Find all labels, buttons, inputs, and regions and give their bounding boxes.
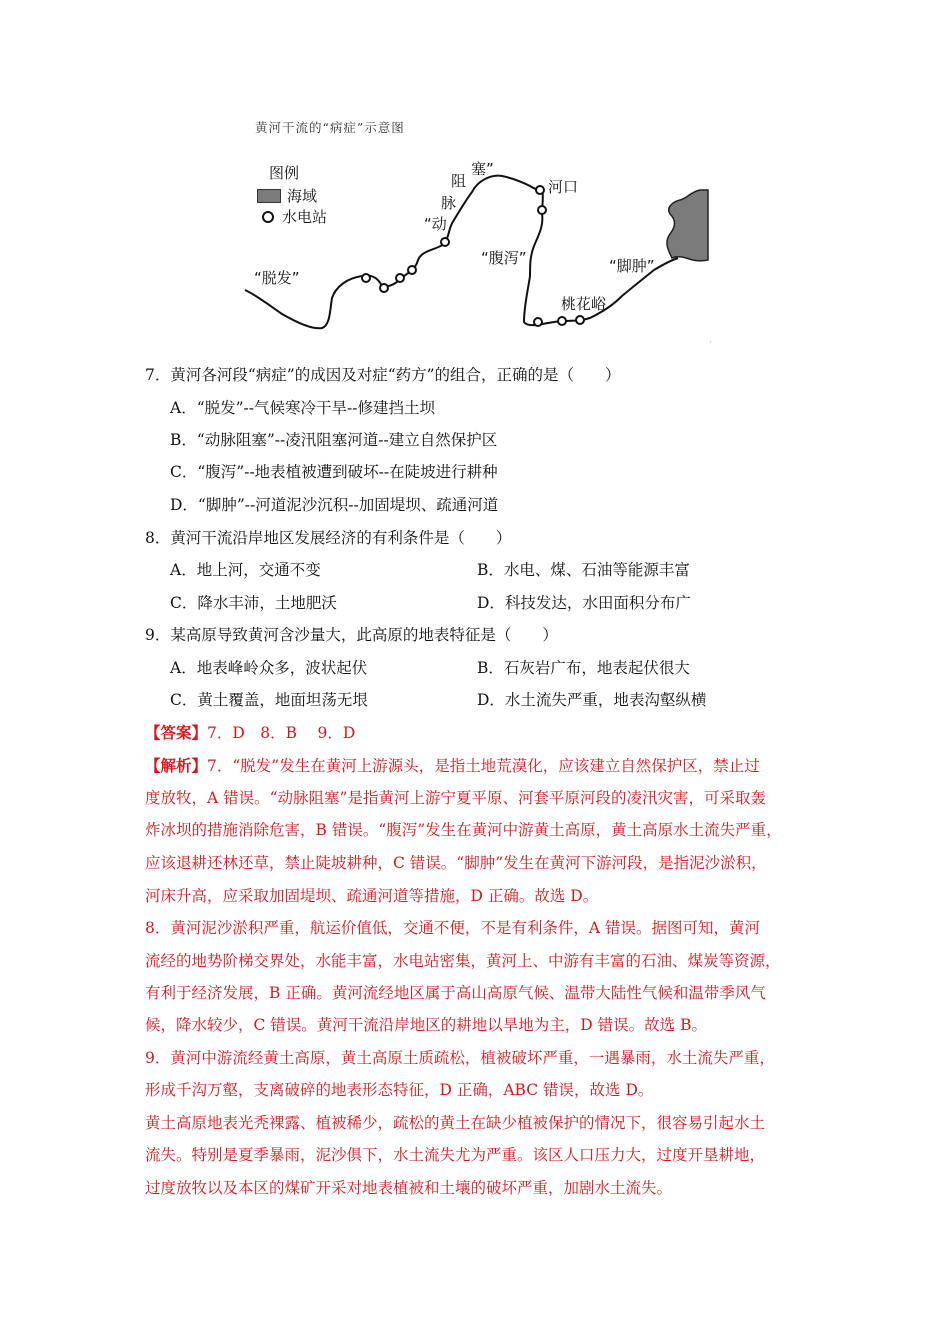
question-7-option-d: D．“脚肿”--河道泥沙沉积--加固堤坝、疏通河道 — [170, 496, 499, 514]
analysis-line-11: 形成千沟万壑，支离破碎的地表形态特征，D 正确，ABC 错误，故选 D。 — [145, 1081, 654, 1099]
question-9-option-d: D．水土流失严重，地表沟壑纵横 — [477, 691, 707, 709]
analysis-line-14: 过度放牧以及本区的煤矿开采对地表植被和土壤的破坏严重，加剧水土流失。 — [145, 1179, 673, 1197]
label-hekou: 河口 — [548, 178, 579, 196]
label-mai: 脉 — [441, 194, 457, 212]
legend-station-label: 水电站 — [282, 208, 328, 226]
label-jiaozhong: “脚肿” — [609, 257, 655, 275]
hydro-station-icon — [536, 186, 544, 194]
label-taohuayu: 桃花峪 — [561, 295, 607, 313]
legend-sea-label: 海域 — [287, 187, 318, 205]
answer-label: 【答案】 — [145, 723, 208, 742]
question-8-option-a: A．地上河，交通不变 — [170, 561, 321, 579]
question-7-option-b: B．“动脉阻塞”--凌汛阻塞河道--建立自然保护区 — [170, 431, 498, 449]
question-8-option-b: B．水电、煤、石油等能源丰富 — [477, 561, 690, 579]
analysis-line-10: 9．黄河中游流经黄土高原，黄土高原土质疏松，植被破坏严重，一遇暴雨，水土流失严重， — [145, 1049, 775, 1067]
hydro-station-icon — [576, 316, 584, 324]
answer-line — [145, 721, 355, 743]
analysis-text: 7．“脱发”发生在黄河上游源头，是指土地荒漠化，应该建立自然保护区，禁止过 — [207, 757, 760, 775]
label-fuxie: “腹泻” — [481, 249, 527, 267]
hydro-station-icon — [534, 318, 542, 326]
legend-title: 图例 — [269, 164, 300, 182]
svg-text:': ' — [710, 341, 712, 348]
legend-sea-row — [257, 185, 317, 206]
hydro-station-icon — [441, 238, 449, 246]
analysis-line-6: 8．黄河泥沙淤积严重，航运价值低，交通不便，不是有利条件，A 错误。据图可知，黄河 — [145, 919, 760, 937]
label-tuofa: “脱发” — [254, 269, 300, 287]
analysis-line-3: 炸冰坝的措施消除危害，B 错误。“腹泻”发生在黄河中游黄土高原，黄土高原水土流失严重， — [145, 821, 782, 839]
analysis-line-1 — [145, 754, 815, 776]
analysis-line-8: 有利于经济发展，B 正确。黄河流经地区属于高山高原气候、温带大陆性气候和温带季风气 — [145, 984, 766, 1002]
hydro-station-icon — [362, 274, 370, 282]
question-8-stem: 8．黄河干流沿岸地区发展经济的有利条件是（ ） — [145, 529, 512, 547]
analysis-line-9: 候，降水较少，C 错误。黄河干流沿岸地区的耕地以旱地为主，D 错误。故选 B。 — [145, 1016, 707, 1034]
hydro-station-legend-icon — [262, 211, 274, 223]
question-8-option-c: C．降水丰沛，土地肥沃 — [170, 594, 337, 612]
question-8-option-d: D．科技发达，水田面积分布广 — [477, 594, 691, 612]
yellow-river-figure — [240, 110, 712, 350]
analysis-line-4: 应该退耕还林还草，禁止陡坡耕种，C 错误。“脚肿”发生在黄河下游河段，是指泥沙淤积， — [145, 854, 767, 872]
answer-text: 7．D 8．B 9．D — [207, 724, 356, 742]
question-7-option-a: A．“脱发”--气候寒冷干旱--修建挡土坝 — [170, 399, 435, 417]
label-zu: 阻 — [451, 172, 467, 190]
river-map — [240, 110, 712, 350]
analysis-line-7: 流经的地势阶梯交界处，水能丰富，水电站密集，黄河上、中游有丰富的石油、煤炭等资源， — [145, 952, 781, 970]
analysis-line-12: 黄土高原地表光秃裸露、植被稀少，疏松的黄土在缺少植被保护的情况下，很容易引起水土 — [145, 1114, 766, 1132]
question-7-stem: 7．黄河各河段“病症”的成因及对症“药方”的组合，正确的是（ ） — [145, 366, 621, 384]
sea-swatch-icon — [257, 189, 281, 203]
analysis-line-2: 度放牧，A 错误。“动脉阻塞”是指黄河上游宁夏平原、河套平原河段的凌汛灾害，可采取轰 — [145, 789, 766, 807]
question-9-option-b: B．石灰岩广布，地表起伏很大 — [477, 659, 690, 677]
analysis-label: 【解析】 — [145, 756, 208, 775]
question-7-option-c: C．“腹泻”--地表植被遭到破坏--在陡坡进行耕种 — [170, 463, 498, 481]
hydro-station-icon — [396, 274, 404, 282]
analysis-line-13: 流失。特别是夏季暴雨，泥沙俱下，水土流失尤为严重。该区人口压力大，过度开垦耕地， — [145, 1146, 766, 1164]
hydro-station-icon — [408, 266, 416, 274]
figure-title: 黄河干流的“病症”示意图 — [255, 120, 405, 135]
question-9-option-a: A．地表峰岭众多，波状起伏 — [170, 659, 368, 677]
legend-station-row — [257, 206, 327, 227]
question-9-stem: 9．某高原导致黄河含沙量大，此高原的地表特征是（ ） — [145, 626, 558, 644]
label-sai: 塞” — [471, 160, 494, 178]
hydro-station-icon — [538, 206, 546, 214]
hydro-station-icon — [380, 284, 388, 292]
hydro-station-icon — [558, 317, 566, 325]
sea-area — [667, 190, 708, 261]
analysis-line-5: 河床升高，应采取加固堤坝、疏通河道等措施，D 正确。故选 D。 — [145, 887, 599, 905]
label-dong: “动 — [424, 215, 447, 233]
question-9-option-c: C．黄土覆盖，地面坦荡无垠 — [170, 691, 368, 709]
